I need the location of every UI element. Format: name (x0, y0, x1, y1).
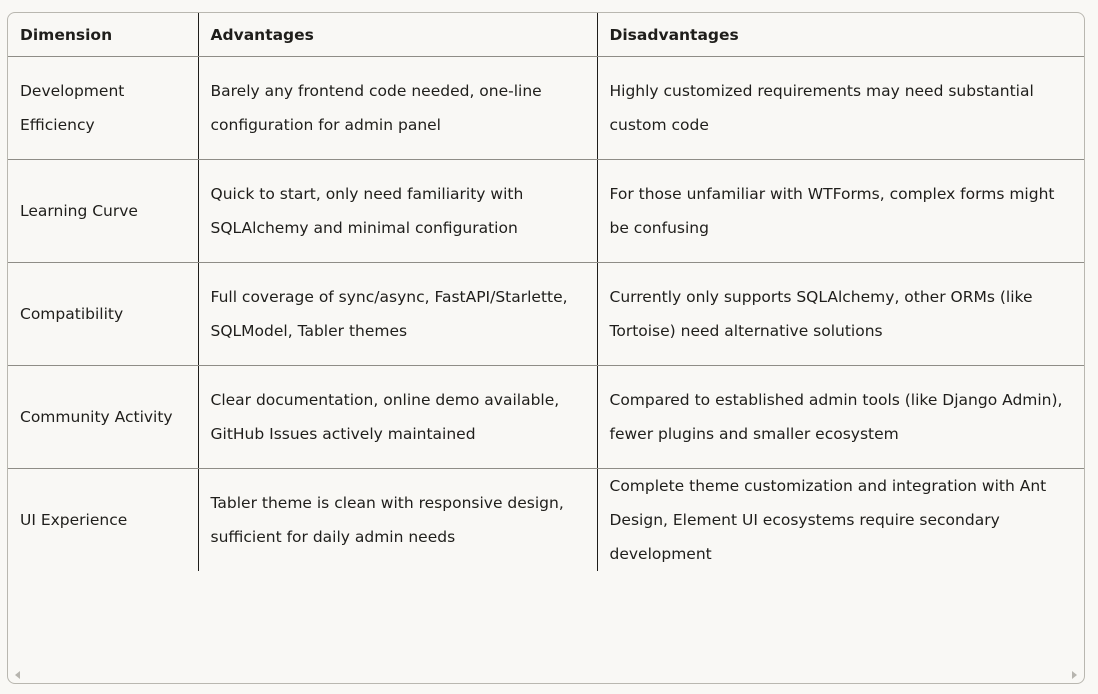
table-row (8, 57, 1085, 160)
cell-dimension: Compatibility (8, 263, 198, 366)
table-row (8, 160, 1085, 263)
cell-dimension: Development Efficiency (8, 57, 198, 160)
cell-disadvantages: Highly customized requirements may need substantial custom code (597, 57, 1085, 160)
table-row (8, 469, 1085, 572)
cell-disadvantages: For those unfamiliar with WTForms, complex forms might be confusing (597, 160, 1085, 263)
cell-advantages: Tabler theme is clean with responsive design, sufficient for daily admin needs (198, 469, 597, 572)
scroll-left-arrow-icon[interactable] (15, 671, 20, 679)
table-row (8, 263, 1085, 366)
cell-advantages: Barely any frontend code needed, one-line configuration for admin panel (198, 57, 597, 160)
cell-dimension: UI Experience (20, 511, 128, 529)
comparison-table-container (7, 12, 1085, 684)
header-disadvantages: Disadvantages (597, 13, 1085, 57)
header-advantages: Advantages (198, 13, 597, 57)
cell-advantages: Full coverage of sync/async, FastAPI/Starlette, SQLModel, Tabler themes (198, 263, 597, 366)
cell-dimension: Community Activity (8, 366, 198, 469)
horizontal-scrollbar[interactable] (8, 667, 1084, 683)
comparison-table (8, 13, 1085, 571)
header-dimension: Dimension (8, 13, 198, 57)
cell-disadvantages: Compared to established admin tools (like Django Admin), fewer plugins and smaller ecosystem (597, 366, 1085, 469)
table-header-row (8, 13, 1085, 57)
table-row (8, 366, 1085, 469)
cell-dimension: Learning Curve (8, 160, 198, 263)
cell-disadvantages: Currently only supports SQLAlchemy, other ORMs (like Tortoise) need alternative solutions (597, 263, 1085, 366)
cell-disadvantages: Complete theme customization and integration with Ant Design, Element UI ecosystems require secondary development (597, 469, 1085, 572)
scroll-right-arrow-icon[interactable] (1072, 671, 1077, 679)
cell-advantages: Clear documentation, online demo available, GitHub Issues actively maintained (198, 366, 597, 469)
cell-advantages: Quick to start, only need familiarity with SQLAlchemy and minimal configuration (198, 160, 597, 263)
